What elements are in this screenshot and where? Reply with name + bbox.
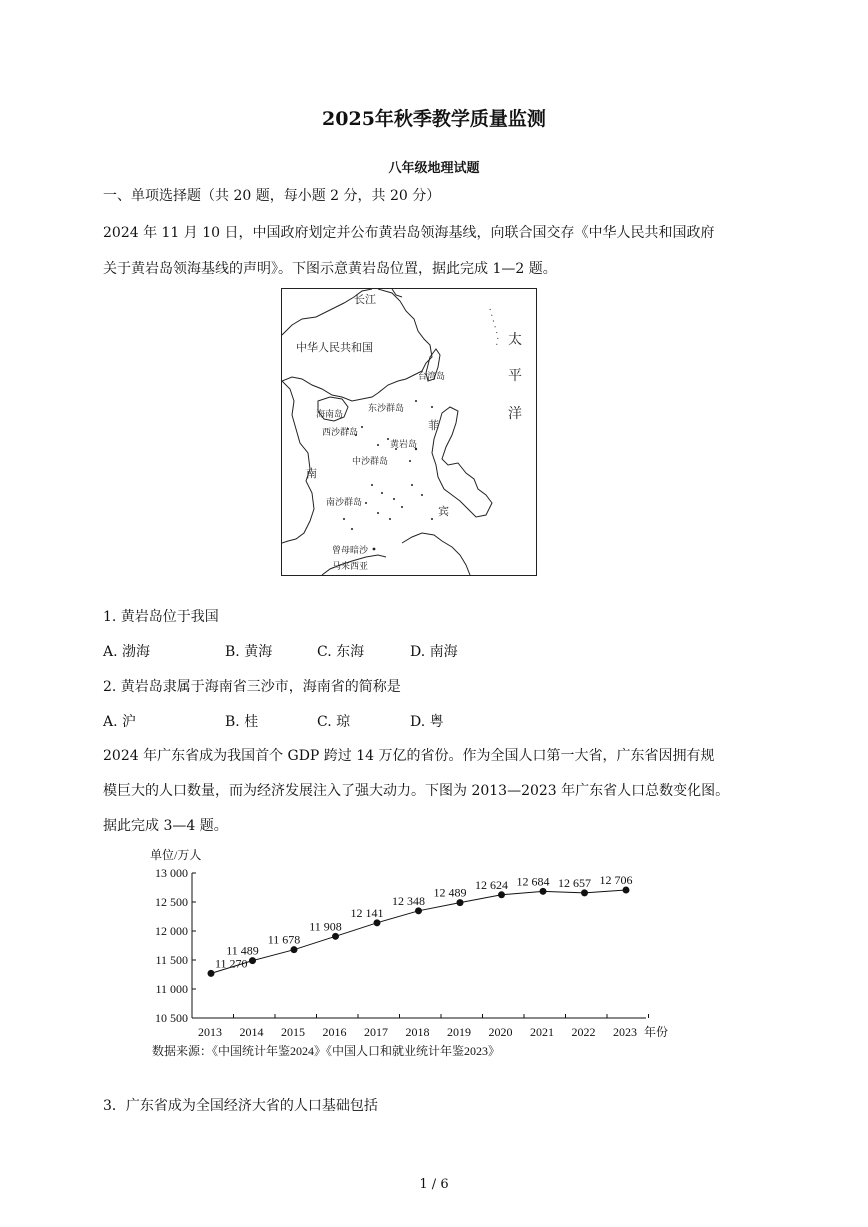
x-tick-label: 2023 [613,1025,637,1039]
intro1-line1: 2024 年 11 月 10 日，中国政府划定并公布黄岩岛领海基线，向联合国交存《中华人民共和国政府 [103,225,715,241]
map-drawing [282,289,536,575]
x-tick-label: 2013 [198,1025,222,1039]
page-title: 2025年秋季教学质量监测 [322,108,546,130]
x-tick-label: 2016 [322,1025,347,1039]
south-china-sea-map [281,288,537,576]
map-label-fei: 菲 [428,419,439,432]
map-label-changjiang: 长江 [354,293,376,306]
q1-option-a: A. 渤海 [103,644,151,660]
map-label-nansha: 南沙群岛 [326,498,363,508]
data-label: 12 489 [433,885,467,900]
q2-option-b: B. 桂 [225,714,259,730]
q2-option-c: C. 琼 [317,714,351,730]
y-tick-label: 13 000 [155,866,188,880]
data-point [498,891,505,898]
data-point [540,888,547,895]
map-label-ping: 平 [508,368,522,384]
data-label: 12 706 [599,873,633,888]
map-label-taiwan: 台湾岛 [418,372,446,382]
x-tick-label: 2019 [447,1025,471,1039]
map-label-yang: 洋 [508,406,522,422]
data-point [457,899,464,906]
q1-option-c: C. 东海 [317,644,365,660]
map-label-prc: 中华人民共和国 [296,341,373,354]
data-label: 12 348 [392,893,425,908]
x-tick-label: 2014 [239,1025,264,1039]
x-tick-label: 2022 [571,1025,596,1039]
data-label: 11 270 [215,956,248,971]
map-label-hainan: 海南岛 [316,410,344,420]
data-point [291,946,298,953]
map-label-malaysia: 马来西亚 [332,562,369,572]
x-tick-label: 2021 [530,1025,554,1039]
data-label: 11 908 [309,919,342,934]
question-2: 2. 黄岩岛隶属于海南省三沙市，海南省的简称是 [103,679,401,695]
data-point [581,889,588,896]
map-label-dongsha: 东沙群岛 [368,404,405,414]
y-tick-label: 11 000 [155,982,188,996]
intro1-line2: 关于黄岩岛领海基线的声明》。下图示意黄岩岛位置，据此完成 1—2 题。 [103,261,557,277]
y-tick-label: 11 500 [155,953,188,967]
section-heading: 一、单项选择题（共 20 题，每小题 2 分，共 20 分） [103,188,441,204]
data-label: 12 141 [350,905,384,920]
data-point [208,970,215,977]
q2-option-d: D. 粤 [410,714,444,730]
x-tick-label: 2020 [488,1025,513,1039]
data-point [415,907,422,914]
y-tick-label: 10 500 [155,1011,188,1025]
data-label: 12 657 [558,875,591,890]
y-axis-label: 单位/万人 [150,848,202,862]
x-axis-label: 年份 [644,1025,669,1039]
q1-option-b: B. 黄海 [225,644,273,660]
question-1: 1. 黄岩岛位于我国 [103,609,219,625]
data-point [623,887,630,894]
map-label-tai: 太 [508,332,522,348]
map-label-huangyan: 黄岩岛 [390,440,418,450]
q1-option-d: D. 南海 [410,644,458,660]
data-point [332,933,339,940]
intro2-line2: 模巨大的人口数量，而为经济发展注入了强大动力。下图为 2013—2023 年广东省人口总数变化图。 [103,783,730,799]
q2-option-a: A. 沪 [103,714,137,730]
data-label: 12 684 [516,874,550,889]
map-label-bin: 宾 [438,505,449,518]
y-tick-label: 12 000 [155,924,188,938]
x-tick-label: 2015 [281,1025,305,1039]
map-label-yue: 南 [306,467,317,480]
data-label: 11 489 [226,943,259,958]
question-3: 3．广东省成为全国经济大省的人口基础包括 [103,1098,378,1114]
y-tick-label: 12 500 [155,895,188,909]
data-point [249,957,256,964]
data-label: 11 678 [267,932,301,947]
map-label-zengmu: 曾母暗沙 [332,546,369,556]
x-tick-label: 2017 [364,1025,388,1039]
population-line-chart [150,845,690,1060]
map-label-xisha: 西沙群岛 [322,428,359,438]
data-label: 12 624 [475,877,508,892]
x-tick-label: 2018 [405,1025,430,1039]
map-label-zhongsha: 中沙群岛 [352,457,389,467]
chart-source: 数据来源：《中国统计年鉴2024》《中国人口和就业统计年鉴2023》 [152,1044,501,1058]
intro2-line1: 2024 年广东省成为我国首个 GDP 跨过 14 万亿的省份。作为全国人口第一大省，广东省因拥有规 [103,748,715,764]
intro2-line3: 据此完成 3—4 题。 [103,818,228,834]
page-subtitle: 八年级地理试题 [388,161,480,176]
page-number: 1 / 6 [419,1177,449,1192]
data-point [374,919,381,926]
